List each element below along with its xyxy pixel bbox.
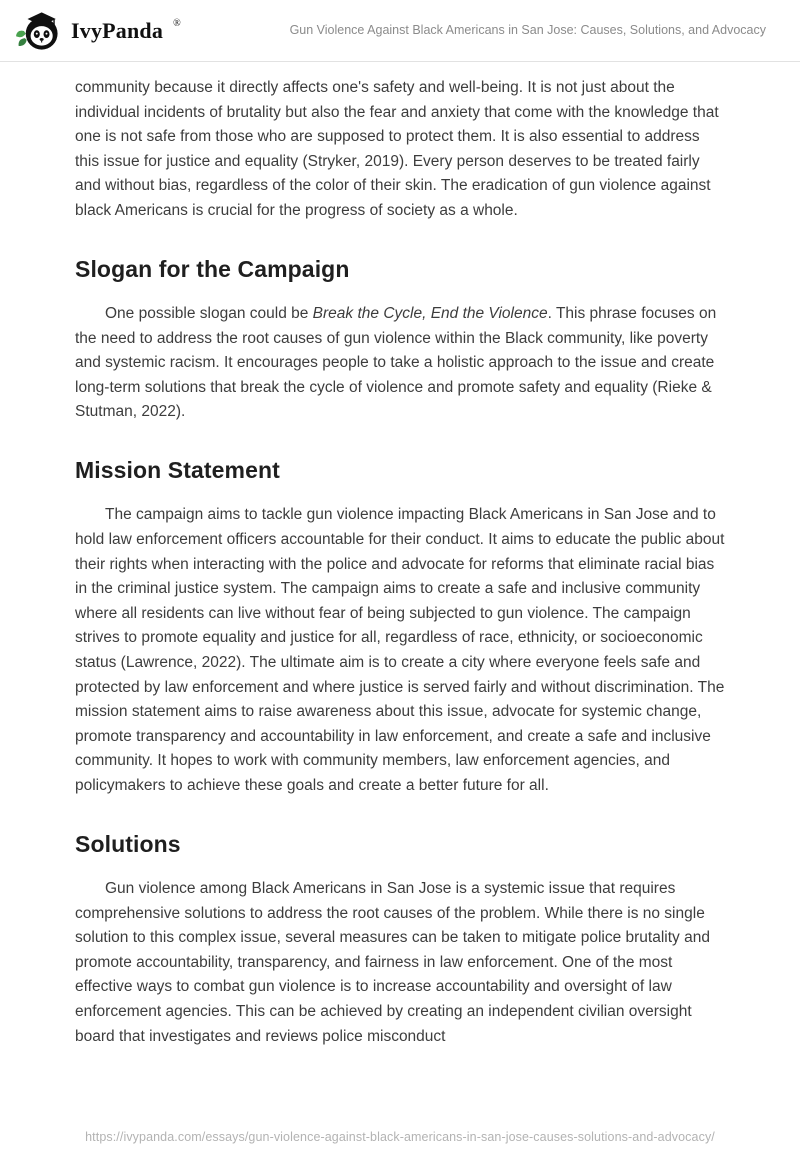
- page-footer: [0, 1130, 800, 1144]
- heading-mission-statement: Mission Statement: [75, 456, 280, 483]
- slogan-paragraph: [75, 302, 725, 425]
- solutions-paragraph: Gun violence among Black Americans in San Jose is a systemic issue that requires comprehensive solutions to address the root causes of the problem. While there is no single solution to this complex issue, several measures can be taken to mitigate police brutality and promote accountability, transparency, and fairness in law enforcement. One of the most effective ways to combat gun violence is to increase accountability and oversight of law enforcement agencies. This can be achieved by creating an independent civilian oversight board that investigates and reviews police misconduct: [75, 879, 710, 1045]
- heading-slogan: Slogan for the Campaign: [75, 255, 350, 282]
- ivypanda-panda-logo-icon: [16, 9, 62, 53]
- slogan-italic-phrase: Break the Cycle, End the Violence: [312, 305, 548, 322]
- document-title: Gun Violence Against Black Americans in San Jose: Causes, Solutions, and Advocacy: [289, 23, 766, 38]
- intro-paragraph: community because it directly affects one's safety and well-being. It is not just about the individual incidents of brutality but also the fear and anxiety that come with the knowledge that one is not safe from those who are supposed to protect them. It is also essential to address this issue for justice and equality (Stryker, 2019). Every person deserves to be treated fairly and without bias, regardless of the color of their skin. The eradication of gun violence against black Americans is crucial for the progress of society as a whole.: [75, 79, 719, 219]
- brand-name: IvyPanda: [71, 17, 164, 43]
- mission-paragraph: The campaign aims to tackle gun violence impacting Black Americans in San Jose and to hold law enforcement officers accountable for their conduct. It aims to educate the public about their rights when interacting with the police and advocate for reforms that eliminate racial bias in the criminal justice system. The campaign aims to create a safe and inclusive community where all residents can live without fear of being subjected to gun violence. The campaign strives to promote equality and justice for all, regardless of race, ethnicity, or socioeconomic status (Lawrence, 2022). The ultimate aim is to create a city where everyone feels safe and protected by law enforcement and where justice is served fairly and without discrimination. The mission statement aims to raise awareness about this issue, advocate for systemic change, promote transparency and accountability in law enforcement, and create a safe and inclusive community. It hopes to work with community members, law enforcement agencies, and policymakers to achieve these goals and create a better future for all.: [75, 506, 725, 794]
- slogan-text-after: . This phrase focuses on the need to address the root causes of gun violence within the Black community, like poverty and systemic racism. It encourages people to take a holistic approach to the issue and create long-term solutions that break the cycle of violence and promote safety and equality (Rieke & Stutman, 2022).: [75, 305, 717, 421]
- slogan-text-before: One possible slogan could be: [105, 305, 313, 322]
- article-content: [0, 62, 800, 1049]
- brand-logo: [16, 9, 180, 53]
- registered-trademark: ®: [173, 18, 181, 29]
- page-header: [0, 0, 800, 62]
- heading-solutions: Solutions: [75, 830, 181, 857]
- footer-url: https://ivypanda.com/essays/gun-violence-against-black-americans-in-san-jose-causes-solutions-and-advocacy/: [85, 1130, 715, 1144]
